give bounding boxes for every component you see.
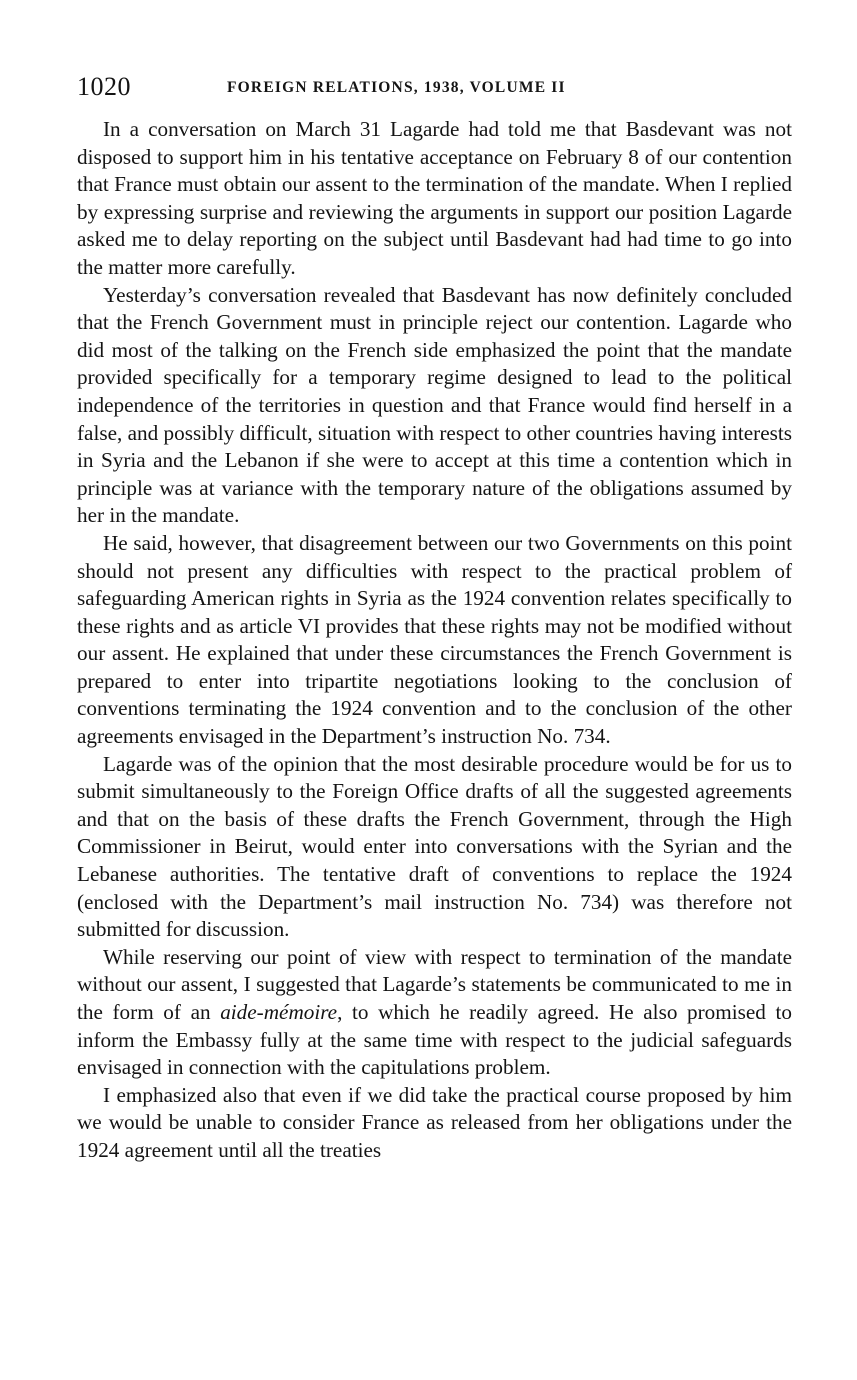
document-page	[77, 70, 792, 1165]
paragraph-1: In a conversation on March 31 Lagarde had told me that Basdevant was not disposed to support him in his tentative acceptance on February 8 of our contention that France must obtain our assent to the termination of the mandate. When I replied by expressing surprise and reviewing the arguments in support our position Lagarde asked me to delay reporting on the subject until Basdevant had had time to go into the matter more carefully.	[77, 117, 792, 279]
aide-memoire-term: aide-mémoire	[220, 1000, 338, 1024]
paragraph-3: He said, however, that disagreement between our two Governments on this point should not present any difficulties with respect to the practical problem of safeguarding American rights in Syria as the 1924 convention relates specifically to these rights and as article VI provides that these rights may not be modified without our assent. He explained that under these circumstances the French Government is prepared to enter into tripartite negotiations looking to the conclusion of conventions terminating the 1924 convention and to the conclusion of the other agreements envisaged in the Department’s instruction No. 734.	[77, 530, 792, 749]
body-text	[77, 116, 792, 1165]
paragraph-2: Yesterday’s conversation revealed that Basdevant has now definitely concluded that the French Government must in principle reject our contention. Lagarde who did most of the talking on the French side emphasized the point that the mandate provided specifically for a temporary regime designed to lead to the political independence of the territories in question and that France would find herself in a false, and possibly difficult, situation with respect to other countries having interests in Syria and the Lebanon if she were to accept at this time a contention which in principle was at variance with the temporary nature of the obligations assumed by her in the mandate.	[77, 282, 792, 528]
paragraph-5-end: , to which he readily agreed. He also promised to inform the Embassy fully at the same time with respect to the judicial safeguards envisaged in connection with the capitulations problem.	[77, 1000, 792, 1080]
paragraph-5	[77, 944, 792, 1082]
running-title: FOREIGN RELATIONS, 1938, VOLUME II	[227, 79, 566, 96]
page-header	[77, 70, 792, 106]
paragraph-5-start: While reserving our point of view with respect to termination of the mandate without our assent, I suggested that Lagarde’s statements be communicated to me in the form of an	[77, 944, 792, 1024]
page-number: 1020	[77, 72, 131, 101]
paragraph-4: Lagarde was of the opinion that the most desirable procedure would be for us to submit simultaneously to the Foreign Office drafts of all the suggested agreements and that on the basis of these drafts the French Government, through the High Commissioner in Beirut, would enter into conversations with the Syrian and the Lebanese authorities. The tentative draft of conventions to replace the 1924 (enclosed with the Department’s mail instruction No. 734) was therefore not submitted for discussion.	[77, 751, 792, 942]
paragraph-6: I emphasized also that even if we did take the practical course proposed by him we would be unable to consider France as released from her obligations under the 1924 agreement until all the treaties	[77, 1082, 792, 1162]
